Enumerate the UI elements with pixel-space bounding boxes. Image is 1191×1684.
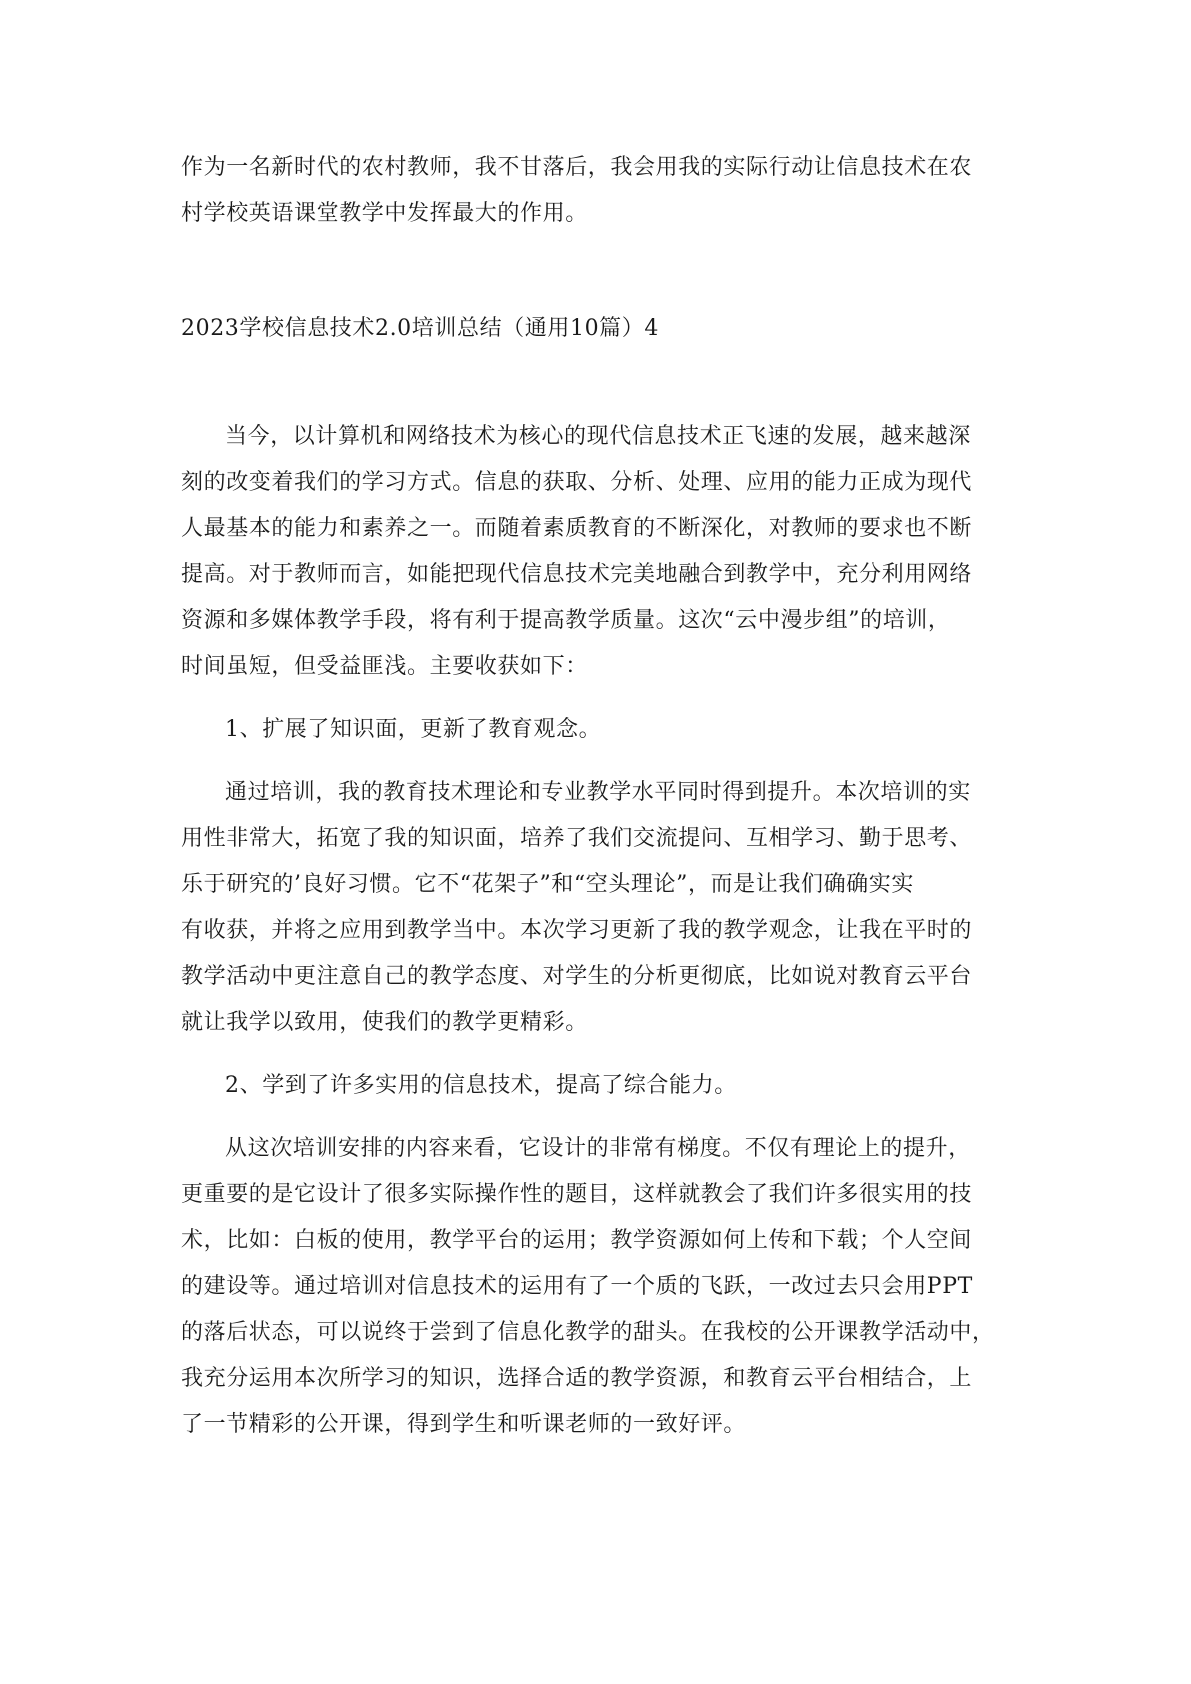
intro-line: 村学校英语课堂教学中发挥最大的作用。 [181,201,588,226]
paragraph-line: 就让我学以致用，使我们的教学更精彩。 [181,1010,588,1035]
paragraph-line: 术，比如：白板的使用，教学平台的运用；教学资源如何上传和下载；个人空间 [181,1228,973,1253]
paragraph-line: 从这次培训安排的内容来看，它设计的非常有梯度。不仅有理论上的提升， [225,1136,971,1161]
paragraph-line: 的建设等。通过培训对信息技术的运用有了一个质的飞跃，一改过去只会用PPT [181,1274,973,1299]
paragraph-line: 刻的改变着我们的学习方式。信息的获取、分析、处理、应用的能力正成为现代 [181,470,973,495]
intro-line: 作为一名新时代的农村教师，我不甘落后，我会用我的实际行动让信息技术在农 [181,155,973,180]
paragraph-line: 更重要的是它设计了很多实际操作性的题目，这样就教会了我们许多很实用的技 [181,1182,973,1207]
paragraph-line: 有收获，并将之应用到教学当中。本次学习更新了我的教学观念，让我在平时的 [181,918,973,943]
paragraph-line: 我充分运用本次所学习的知识，选择合适的教学资源，和教育云平台相结合，上 [181,1366,973,1391]
point-title: 2、学到了许多实用的信息技术，提高了综合能力。 [225,1073,737,1098]
paragraph-line: 通过培训，我的教育技术理论和专业教学水平同时得到提升。本次培训的实 [225,780,971,805]
paragraph-line: 时间虽短，但受益匪浅。主要收获如下： [181,654,588,679]
paragraph-line: 了一节精彩的公开课，得到学生和听课老师的一致好评。 [181,1412,747,1437]
paragraph-line: 教学活动中更注意自己的教学态度、对学生的分析更彻底，比如说对教育云平台 [181,964,973,989]
paragraph-line: 资源和多媒体教学手段，将有利于提高教学质量。这次“云中漫步组”的培训， [181,608,951,633]
point-title: 1、扩展了知识面，更新了教育观念。 [225,717,602,742]
paragraph-line: 人最基本的能力和素养之一。而随着素质教育的不断深化，对教师的要求也不断 [181,516,973,541]
paragraph-line: 乐于研究的’良好习惯。它不“花架子”和“空头理论”，而是让我们确确实实 [181,872,914,897]
section-title: 2023学校信息技术2.0培训总结（通用10篇）4 [181,316,659,341]
paragraph-line: 提高。对于教师而言，如能把现代信息技术完美地融合到教学中，充分利用网络 [181,562,973,587]
paragraph-line: 用性非常大，拓宽了我的知识面，培养了我们交流提问、互相学习、勤于思考、 [181,826,973,851]
paragraph-line: 的落后状态，可以说终于尝到了信息化教学的甜头。在我校的公开课教学活动中， [181,1320,995,1345]
paragraph-line: 当今，以计算机和网络技术为核心的现代信息技术正飞速的发展，越来越深 [225,424,971,449]
